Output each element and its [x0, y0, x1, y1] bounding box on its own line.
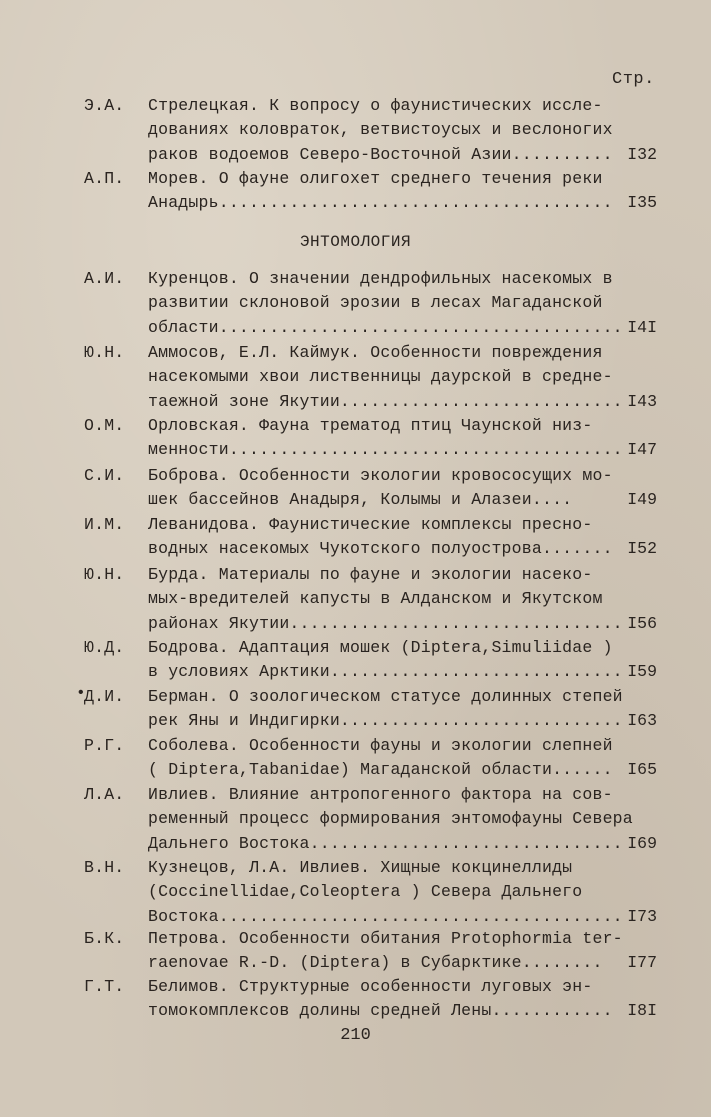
entry-page-number: I49 — [627, 490, 657, 510]
entry-author-initials: Ю.Н. — [84, 565, 125, 584]
entry-author-initials: Ю.Н. — [84, 343, 125, 362]
entry-title-line: Анадырь....................................... — [148, 193, 613, 213]
entry-author-initials: Э.А. — [84, 96, 125, 115]
entry-title-line: Бодрова. Адаптация мошек (Diptera,Simuliidae ) — [148, 638, 613, 657]
entry-page-number: I69 — [627, 833, 657, 853]
entry-title-line: водных насекомых Чукотского полуострова....... — [148, 539, 613, 559]
entry-title-line: Леванидова. Фаунистические комплексы пресно- — [148, 515, 593, 534]
entry-title-line: Ивлиев. Влияние антропогенного фактора на сов- — [148, 785, 613, 804]
entry-page-number: I4I — [627, 317, 657, 337]
entry-page-number: I43 — [627, 391, 657, 411]
page-number: 210 — [340, 1026, 371, 1045]
entry-page-number: I35 — [627, 193, 657, 213]
entry-author-initials: Б.К. — [84, 929, 125, 948]
entry-page-number: I65 — [627, 760, 657, 780]
entry-author-initials: О.М. — [84, 416, 125, 435]
entry-title-line: Орловская. Фауна трематод птиц Чаунской низ- — [148, 416, 593, 435]
entry-title-line: таежной зоне Якутии............................ — [148, 391, 623, 411]
entry-title-line: развитии склоновой эрозии в лесах Магаданской — [148, 293, 603, 313]
entry-title-line: Соболева. Особенности фауны и экологии слепней — [148, 736, 613, 755]
entry-page-number: I63 — [627, 711, 657, 731]
entry-title-line: Морев. О фауне олигохет среднего течения реки — [148, 169, 603, 188]
entry-author-initials: И.М. — [84, 515, 125, 534]
entry-title-line: Дальнего Востока............................... — [148, 833, 623, 853]
entry-title-line: Стрелецкая. К вопросу о фаунистических иссле- — [148, 96, 603, 115]
entry-author-initials: Р.Г. — [84, 736, 125, 755]
entry-page-number: I77 — [627, 953, 657, 973]
entry-page-number: I73 — [627, 906, 657, 926]
page-column-header: Стр. — [612, 70, 655, 89]
entry-page-number: I8I — [627, 1001, 657, 1021]
entry-author-initials: А.И. — [84, 269, 125, 288]
entry-title-line: в условиях Арктики............................. — [148, 662, 623, 682]
entry-title-line: дованиях коловраток, ветвистоусых и веслоногих — [148, 120, 613, 140]
entry-author-initials: Л.А. — [84, 785, 125, 804]
entry-author-initials: В.Н. — [84, 858, 125, 877]
entry-title-line: (Coccinellidae,Coleoptera ) Севера Дальнего — [148, 882, 583, 902]
entry-title-line: менности....................................... — [148, 440, 623, 460]
entry-title-line: ременный процесс формирования энтомофауны Севера — [148, 809, 633, 829]
entry-title-line: раков водоемов Северо-Восточной Азии.......... — [148, 144, 613, 164]
entry-title-line: Куренцов. О значении дендрофильных насекомых в — [148, 269, 613, 288]
entry-author-initials: А.П. — [84, 169, 125, 188]
entry-title-line: районах Якутии................................. — [148, 613, 623, 633]
entry-author-initials: Г.Т. — [84, 977, 125, 996]
entry-title-line: Белимов. Структурные особенности луговых эн- — [148, 977, 593, 996]
entry-author-initials: Д.И. — [84, 687, 125, 706]
entry-title-line: шек бассейнов Анадыря, Колымы и Алазеи.... — [148, 490, 573, 510]
entry-title-line: Боброва. Особенности экологии кровососущих мо- — [148, 466, 613, 485]
entry-title-line: томокомплексов долины средней Лены............ — [148, 1001, 613, 1021]
entry-page-number: I47 — [627, 440, 657, 460]
entry-page-number: I52 — [627, 539, 657, 559]
entry-page-number: I56 — [627, 613, 657, 633]
entry-page-number: I32 — [627, 144, 657, 164]
entry-title-line: Берман. О зоологическом статусе долинных степей — [148, 687, 623, 706]
entry-title-line: области........................................ — [148, 317, 623, 337]
entry-title-line: Кузнецов, Л.А. Ивлиев. Хищные кокцинеллиды — [148, 858, 573, 877]
entry-title-line: мых-вредителей капусты в Алданском и Якутском — [148, 589, 603, 609]
entry-title-line: Бурда. Материалы по фауне и экологии насеко- — [148, 565, 593, 584]
entry-title-line: raenovae R.-D. (Diptera) в Субарктике........ — [148, 953, 603, 973]
entry-title-line: насекомыми хвои лиственницы даурской в средне- — [148, 367, 613, 387]
entry-title-line: Петрова. Особенности обитания Protophormia ter- — [148, 929, 623, 948]
entry-author-initials: С.И. — [84, 466, 125, 485]
entry-author-initials: Ю.Д. — [84, 638, 125, 657]
section-title: ЭНТОМОЛОГИЯ — [299, 233, 412, 251]
margin-mark: • — [76, 684, 86, 702]
entry-page-number: I59 — [627, 662, 657, 682]
entry-title-line: Востока........................................ — [148, 906, 623, 926]
entry-title-line: ( Diptera,Tabanidae) Магаданской области...... — [148, 760, 613, 780]
entry-title-line: Аммосов, Е.Л. Каймук. Особенности повреждения — [148, 343, 603, 362]
entry-title-line: рек Яны и Индигирки............................ — [148, 711, 623, 731]
